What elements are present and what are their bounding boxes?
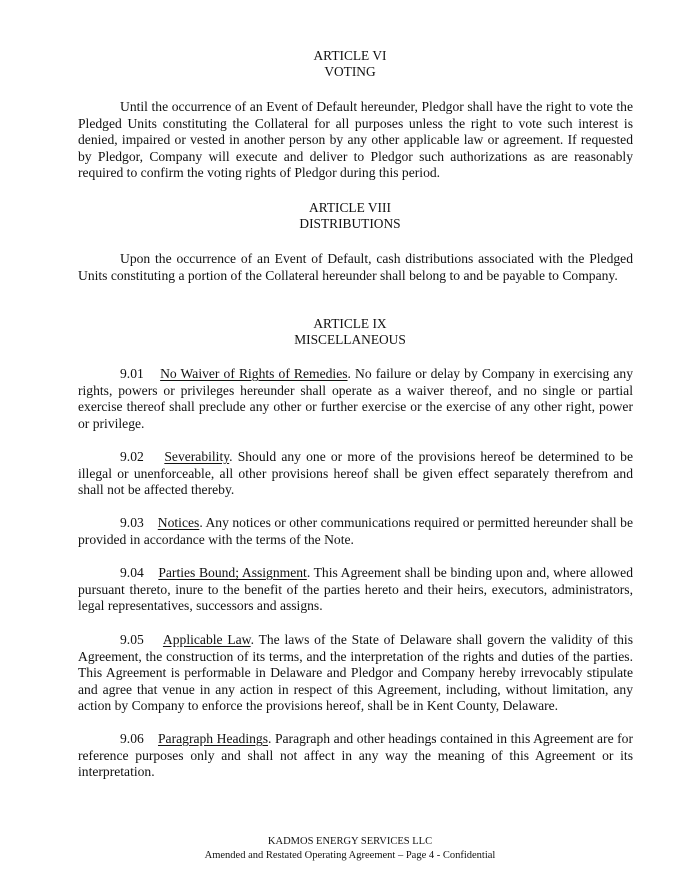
section-number: 9.02 (120, 449, 144, 464)
article-number: ARTICLE IX (313, 316, 387, 331)
section-text: Should any one or more of the provisions hereof be determined to be illegal or unenforceable, all other provisions hereof shall be given effect separately therefrom and shall not be affected thereby. (78, 449, 634, 497)
section-9-06: 9.06 Paragraph Headings. Paragraph and other headings contained in this Agreement are for reference purposes only and shall not affect in any way the meaning of this Agreement or its interpretation. (78, 731, 634, 779)
section-heading: Applicable Law (162, 632, 251, 647)
page-footer (0, 835, 700, 863)
article-title: MISCELLANEOUS (294, 332, 406, 347)
section-text: This Agreement shall be binding upon and, where allowed pursuant thereto, inure to the benefit of the parties hereto and their heirs, executors, administrators, legal representatives, successors and assigns. (78, 565, 633, 613)
article-number: ARTICLE VIII (309, 200, 391, 215)
article-title: VOTING (324, 64, 376, 79)
section-heading: Severability (164, 449, 230, 464)
section-number: 9.05 (120, 632, 144, 647)
footer-line: Amended and Restated Operating Agreement – Page 4 - Confidential (204, 850, 496, 861)
paragraph-text: Upon the occurrence of an Event of Default, cash distributions associated with the Pledged Units constituting a portion of the Collateral hereunder shall belong to and be payable to Company. (78, 251, 633, 283)
section-heading: Notices (157, 515, 200, 530)
article-number: ARTICLE VI (313, 48, 387, 63)
section-heading: Paragraph Headings (158, 731, 268, 746)
footer-company: KADMOS ENERGY SERVICES LLC (267, 836, 433, 847)
section-9-01: 9.01 No Waiver of Rights of Remedies. No failure or delay by Company in exercising any rights, powers or privileges hereunder shall operate as a waiver thereof, and no single or partial exercise thereof shall preclude any other or further exercise or the exercise of any other right, power or privilege. (78, 366, 633, 431)
section-9-04: 9.04 Parties Bound; Assignment. This Agreement shall be binding upon and, where allowed pursuant thereto, inure to the benefit of the parties hereto and their heirs, executors, administrators, legal representatives, successors and assigns. (78, 565, 633, 613)
section-text: The laws of the State of Delaware shall govern the validity of this Agreement, the construction of its terms, and the interpretation of the rights and duties of the parties. This Agreement is performable in Delaware and Pledgor and Company hereby irrevocably stipulate and agree that venue in any action in respect of this Agreement, including, without limitation, any action by Company to enforce the provisions hereof, shall be in Kent County, Delaware. (78, 632, 634, 713)
article-title: DISTRIBUTIONS (299, 216, 401, 231)
section-9-03: 9.03 Notices. Any notices or other communications required or permitted hereunder shall be provided in accordance with the terms of the Note. (78, 515, 633, 547)
article-6-heading (0, 48, 700, 80)
section-text: Any notices or other communications required or permitted hereunder shall be provided in accordance with the terms of the Note. (78, 515, 633, 547)
article-8-heading (0, 200, 700, 232)
section-number: 9.04 (120, 565, 144, 580)
section-number: 9.01 (120, 366, 144, 381)
section-text: No failure or delay by Company in exercising any rights, powers or privileges hereunder shall operate as a waiver thereof, and no single or partial exercise thereof shall preclude any other or further exercise or the exercise of any other right, power or privilege. (78, 366, 633, 431)
voting-paragraph (78, 99, 633, 182)
section-number: 9.03 (120, 515, 144, 530)
section-text: Paragraph and other headings contained in this Agreement are for reference purposes only and shall not affect in any way the meaning of this Agreement or its interpretation. (78, 731, 634, 779)
distributions-paragraph (78, 251, 633, 284)
section-number: 9.06 (120, 731, 144, 746)
article-9-heading (0, 316, 700, 348)
section-heading: No Waiver of Rights of Remedies (160, 366, 348, 381)
section-heading: Parties Bound; Assignment (158, 565, 307, 580)
paragraph-text: Until the occurrence of an Event of Default hereunder, Pledgor shall have the right to vote the Pledged Units constituting the Collateral for all purposes unless the right to vote such interest is denied, impaired or vested in another person by any other applicable law or agreement. If requested by Pledgor, Company will execute and deliver to Pledgor such authorizations as are reasonably required to confirm the voting rights of Pledgor during this period. (78, 99, 633, 180)
section-9-02: 9.02 Severability. Should any one or more of the provisions hereof be determined to be illegal or unenforceable, all other provisions hereof shall be given effect separately therefrom and shall not be affected thereby. (78, 449, 634, 497)
section-9-05: 9.05 Applicable Law. The laws of the State of Delaware shall govern the validity of this Agreement, the construction of its terms, and the interpretation of the rights and duties of the parties. This Agreement is performable in Delaware and Pledgor and Company hereby irrevocably stipulate and agree that venue in any action in respect of this Agreement, including, without limitation, any action by Company to enforce the provisions hereof, shall be in Kent County, Delaware. (78, 632, 634, 713)
